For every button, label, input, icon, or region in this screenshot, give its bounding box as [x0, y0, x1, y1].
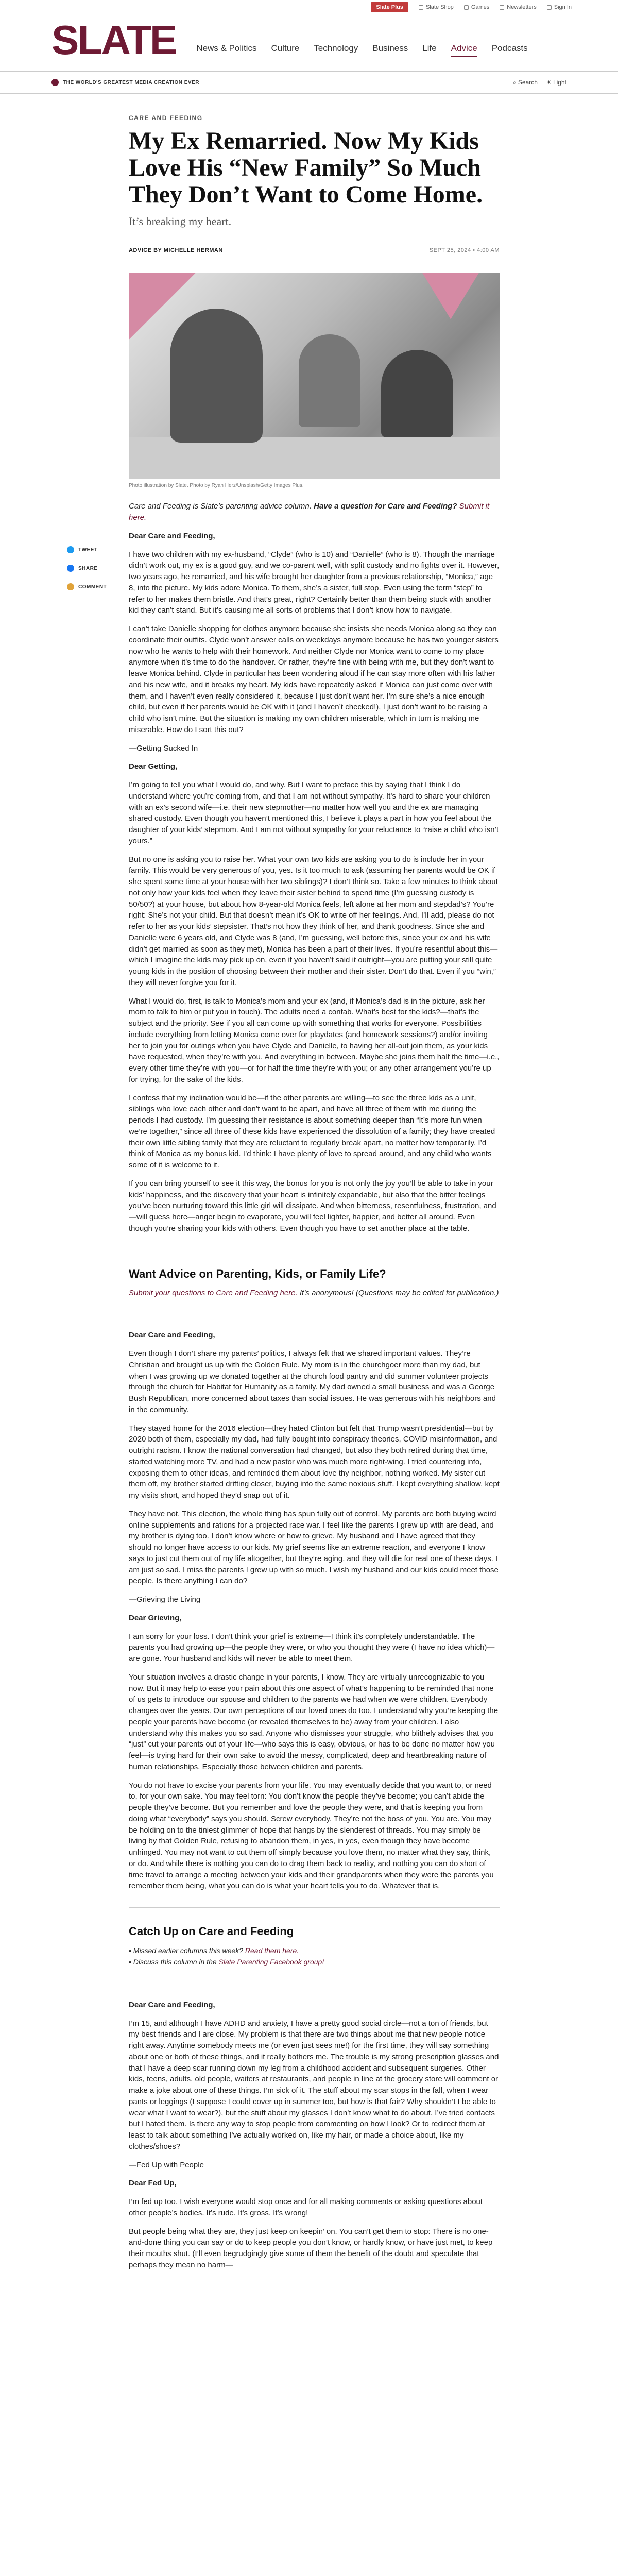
- article: [129, 114, 500, 2271]
- reply-salutation: Dear Grieving,: [129, 1613, 182, 1622]
- reply-paragraph: But people being what they are, they just keep on keepin’ on. You can’t get them to stop: There is no one-and-done thing you can say or do to keep people you don’t know, or hardly know, or have just met, to keep their mouths shut. (I’ll even begrudgingly give some of them the benefit of the doubt and speculate that perhaps they mean no harm—: [129, 2227, 493, 2269]
- main-nav: [196, 43, 527, 57]
- publish-date: SEPT 25, 2024 • 4:00 AM: [429, 247, 500, 254]
- byline-row: [129, 241, 500, 260]
- letter-salutation: Dear Care and Feeding,: [129, 2000, 215, 2009]
- comment-label: COMMENT: [78, 584, 107, 590]
- reply-salutation: Dear Getting,: [129, 762, 178, 771]
- reply-paragraph: You do not have to excise your parents from your life. You may eventually decide that you want to, or need to, for your own sake. You may feel torn: You don’t know the people they’ve become; you can’t abide the people they’ve become. But you remember and love the people they were, and that is keeping you from doing what “everybody” says you should. Screw everybody. They’re not the boss of you. You are. You may be holding on to the tiniest glimmer of hope that hangs by the slenderest of threads. You may simply be living by that Golden Rule, refusing to abandon them, in yes, in yes, even though they have become unhinged. You may not want to cut them off simply because you love them, no matter what they say, think, or do. And while there is nothing you can do to drag them back to reality, and nothing you can do short of time travel to arrange a meeting between your kids and their grandparents when they were the parents you remember them being, what you can do is what your heart tells you to do. Whatever that is.: [129, 1781, 494, 1891]
- catch-up-item: [129, 1945, 500, 1956]
- intro-text: Care and Feeding is Slate’s parenting advice column.: [129, 502, 312, 511]
- nav-culture[interactable]: Culture: [271, 43, 300, 53]
- letter-paragraph: I can’t take Danielle shopping for clothes anymore because she insists she needs Monica along so they can coordinate their outfits. Clyde won’t answer calls on weekdays anymore because he has two younger sisters now who he wants to help with their homework. And neither Clyde nor Monica want to come to my place anymore when it’s time to do the handover. Or rather, they’re fine with being with me, but they don’t want to leave Monica behind. Clyde in particular has been wondering aloud if he can stay more often with his father and his new wife, and it breaks my heart. My kids have repeatedly asked if Monica can just come over with them, and I haven’t even really considered it, because I just don’t want her. I’m sure she’s a nice enough child, but even if her parents would be OK with it (and I haven’t checked!), I just don’t want to be raising a child who isn’t mine. But the situation is making my own children miserable, which in turn is making me miserable. How do I sort this out?: [129, 624, 499, 734]
- twitter-icon: [67, 546, 74, 553]
- shop-icon: [419, 5, 423, 10]
- share-rail: [67, 546, 107, 590]
- column-kicker[interactable]: CARE AND FEEDING: [129, 114, 203, 122]
- article-body: [129, 501, 500, 2270]
- games-icon: [464, 5, 469, 10]
- slate-plus-button[interactable]: Slate Plus: [371, 2, 408, 12]
- newsletters-link[interactable]: [500, 4, 536, 10]
- letter-paragraph: I have two children with my ex-husband, “Clyde” (who is 10) and “Danielle” (who is 8). Though the marriage didn’t work out, my ex is a good guy, and we co-parent well, with split custody and no fights over it. However, two years ago, he remarried, and his wife brought her daughter from a previous relationship, “Monica,” age 8, into the picture. My kids adore Monica. To them, she’s a sister, full stop. Even using the term “step” to refer to her makes them bristle. And that’s great, right? Certainly better than them being stuck with another kid they can’t stand. But it’s causing me all sorts of problems that I don’t know how to navigate.: [129, 550, 500, 615]
- light-label: Light: [553, 78, 566, 86]
- section-divider: [129, 1907, 500, 1908]
- slate-logo[interactable]: SLATE: [52, 17, 176, 63]
- reply-paragraph: I’m fed up too. I wish everyone would stop once and for all making comments or asking questions about other people’s bodies. It’s rude. It’s gross. It’s wrong!: [129, 2197, 483, 2217]
- share-label: SHARE: [78, 565, 98, 571]
- catch-up-heading: Catch Up on Care and Feeding: [129, 1925, 294, 1938]
- hero-figure: [299, 334, 360, 427]
- shop-label: Slate Shop: [425, 4, 454, 10]
- slate-s-icon: [52, 79, 59, 86]
- tweet-button[interactable]: [67, 546, 107, 553]
- letter-salutation: Dear Care and Feeding,: [129, 1331, 215, 1340]
- reply-paragraph: What I would do, first, is talk to Monica’s mom and your ex (and, if Monica’s dad is in the picture, ask her mom to talk to him or put you in touch). The adults need a confab. What’s best for the kids?—that’s the subject and the priority. See if you all can come up with something that works for everyone. Possibilities include everything from letting Monica come over for playdates (and homework sessions?) and/or inviting her to join you for outings when you have Clyde and Danielle, to having her all-out join them, as your kids have requested, when they’re with you. And everything in between. Maybe she joins them half the time—i.e., every other time they’re with you—or for half the time they’re with you; or any other arrangement you’re up for trying, for the sake of the kids.: [129, 996, 500, 1084]
- letter-salutation: Dear Care and Feeding,: [129, 531, 215, 540]
- sub-bar: [0, 71, 618, 94]
- reply-salutation: Dear Fed Up,: [129, 2179, 177, 2188]
- search-label: Search: [518, 78, 538, 86]
- promo-text: [129, 1287, 500, 1299]
- nav-news-politics[interactable]: News & Politics: [196, 43, 257, 53]
- catch-up-item: [129, 1956, 500, 1968]
- light-mode-toggle[interactable]: ☀ Light: [545, 78, 566, 86]
- intro-bold: Have a question for Care and Feeding?: [314, 502, 457, 511]
- search-button[interactable]: ⌕ Search: [512, 78, 538, 86]
- promo-submit-link[interactable]: Submit your questions to Care and Feeding here.: [129, 1288, 298, 1297]
- hero-figure: [170, 309, 263, 443]
- article-dek: It’s breaking my heart.: [129, 215, 232, 228]
- utility-bar: [0, 0, 618, 14]
- nav-technology[interactable]: Technology: [314, 43, 358, 53]
- catch-up-text: Missed earlier columns this week?: [133, 1946, 243, 1955]
- reply-paragraph: I am sorry for your loss. I don’t think your grief is extreme—I think it’s completely understandable. The parents you had growing up—the people they were, or who you thought they were (I have no idea which)—are gone. Your husband and kids will never be able to meet them.: [129, 1632, 495, 1664]
- share-button[interactable]: [67, 565, 107, 572]
- tweet-label: TWEET: [78, 547, 98, 553]
- letter-paragraph: They have not. This election, the whole thing has spun fully out of control. My parents are both buying weird online supplements and rations for a projected race war. I feel like the parents I grew up with are dead, and my brother is dying too. I don’t know where or how to grieve. My husband and I have agreed that they should no longer have access to our kids. My grief seems like an extreme reaction, and everyone I know says to just cut them out of my life altogether, but they’re aging, and they will die for real one of these days. I am just so sad. I miss the parents I grew up with so much. I wish my husband and our kids could meet those people. Is there anything I can do?: [129, 1509, 499, 1586]
- submit-link[interactable]: Submit it here.: [129, 502, 490, 522]
- letter-paragraph: I’m 15, and although I have ADHD and anxiety, I have a pretty good social circle—not a ton of friends, but my best friends and I are close. My problem is that there are two things about me that new people notice right away. Anytime somebody meets me (or even just sees me!) for the first time, they will say something about one or both of these things, and it really bothers me. The trouble is my strong prescription glasses and that I have a deep scar running down my leg from a childhood accident and subsequent surgeries. Other kids, teens, adults, old people, waiters at restaurants, and people in line at the grocery store will comment or make a joke about one of these things. I’m sick of it. The stuff about my scar stops in the fall, when I wear pants or leggings (I suppose I could cover up in summer too, but how is that fair? Why shouldn’t I be able to wear what I want to wear?), but the stuff about my glasses I don’t know what to do about. I’ve tried contacts but I hated them. Is there any way to stop people from commenting on how I look? Or to redirect them at least to talk about something I’ve actually worked on, like my hair, or made a choice about, like my clothes/shoes?: [129, 2019, 499, 2151]
- nav-advice[interactable]: Advice: [451, 43, 477, 57]
- nav-life[interactable]: Life: [422, 43, 437, 53]
- user-icon: [547, 5, 552, 10]
- tagline-text: THE WORLD'S GREATEST MEDIA CREATION EVER: [63, 79, 199, 86]
- comment-icon: [67, 583, 74, 590]
- newsletters-icon: [500, 5, 504, 10]
- games-link[interactable]: [464, 4, 489, 10]
- letter-signoff: —Fed Up with People: [129, 2160, 204, 2170]
- nav-business[interactable]: Business: [372, 43, 408, 53]
- letter-signoff: —Grieving the Living: [129, 1595, 201, 1604]
- catch-up-text: Discuss this column in the: [133, 1958, 217, 1967]
- masthead: [0, 14, 618, 71]
- article-title: My Ex Remarried. Now My Kids Love His “New Family” So Much They Don’t Want to Come Home.: [129, 127, 483, 208]
- reply-paragraph: But no one is asking you to raise her. What your own two kids are asking you to do is include her in your family. This would be very generous of you, yes. Is it too much to ask (assuming her parents would be OK if she spent some time at your house with her two siblings)? I don’t think so. Take a few minutes to think about not only how your kids feel when they leave their sister behind to spend time (I’m guessing custody is 50/50?) at your house, but about how 8-year-old Monica feels, left alone at her mom and stepdad’s? You’re right: She’s not your child. But that doesn’t mean it’s OK to write off her feelings. And, I’ll add, please do not refer to her as your kids’ stepsister. That’s not how they think of her, and thank goodness. Since she and Danielle were 6 years old, and Clyde was 8 (and, I’m guessing, well before this, since your ex and his wife didn’t get married as soon as they met), Monica has been a part of their lives. If you’re resentful about this—which I imagine the kids may pick up on, even if you haven’t said it outright—you are putting your still quite young kids in the position of choosing between their mother and their sister. Don’t do that. Even if you “win,” they will never forgive you for it.: [129, 855, 498, 987]
- nav-podcasts[interactable]: Podcasts: [491, 43, 528, 53]
- newsletters-label: Newsletters: [507, 4, 537, 10]
- hero-image: [129, 273, 500, 479]
- promo-tail: It’s anonymous! (Questions may be edited for publication.): [299, 1288, 499, 1297]
- letter-paragraph: Even though I don’t share my parents’ politics, I always felt that we shared important values. They’re Christian and brought us up with the Golden Rule. My mom is in the churchgoer more than my dad, but when I was growing up we donated together at the church food pantry and did summer volunteer projects through the church for Habitat for Humanity as a family. My dad owned a small business and was a George Bush Republican, more concerned about taxes than social issues. He was generous with his neighbors and in the community.: [129, 1349, 496, 1414]
- byline[interactable]: ADVICE BY MICHELLE HERMAN: [129, 247, 223, 254]
- letter-signoff: —Getting Sucked In: [129, 743, 198, 753]
- tagline: [52, 79, 199, 86]
- hero-figure: [381, 350, 453, 437]
- slate-shop-link[interactable]: [419, 4, 454, 10]
- reply-paragraph: I’m going to tell you what I would do, and why. But I want to preface this by saying that I think I do understand where you’re coming from, and that I am not without sympathy. It’s hard to share your children with an ex’s second wife—i.e. their new stepmother—no matter how well you and the ex are managing shared custody. Even though you haven’t mentioned this, I believe it plays a part in how you feel about the daughter of your kids’ stepmom. And I am not without sympathy for your reluctance to “raise a child who isn’t yours.”: [129, 781, 499, 845]
- comment-button[interactable]: [67, 583, 107, 590]
- image-caption: Photo illustration by Slate. Photo by Ryan Herz/Unsplash/Getty Images Plus.: [129, 483, 304, 489]
- sign-in-link[interactable]: [547, 4, 572, 10]
- hero-floor: [129, 437, 500, 479]
- catch-up-section: [129, 1923, 500, 1968]
- hero-decor: [422, 273, 479, 319]
- reply-paragraph: Your situation involves a drastic change in your parents, I know. They are virtually unrecognizable to you now. But it may help to ease your pain about this one aspect of what’s happening to be reminded that none of us gets to introduce our spouse and children to the parents we had when we were children. Everybody changes over the years. Our own perceptions of our loved ones do too. I understand why you’re keeping the people your parents have become (or revealed themselves to be) away from your children. I also understand why this makes you so sad. Anyone who dismisses your struggle, who blithely advises that you “just” cut your parents out of your life—who says this is easy, obvious, or has to be done no matter how you feel—is trying hard for their own sake to avoid the messy, complicated, deep and heartbreaking nature of human relationships. Especially those between children and parents.: [129, 1672, 499, 1771]
- promo-heading: Want Advice on Parenting, Kids, or Family Life?: [129, 1267, 386, 1280]
- reply-paragraph: If you can bring yourself to see it this way, the bonus for you is not only the joy you’ll be able to take in your kids’ happiness, and the discovery that your heart is infinitely expandable, but also that the bitter feelings you’ve been nurturing toward this little girl will dissipate. And when bitterness, resentfulness, frustration, and—will guess here—anger begin to evaporate, you will feel lighter, happier, and better all around. Even though you’re sharing your kids with others. Even though you have to set another place at the table.: [129, 1179, 496, 1233]
- sign-in-label: Sign In: [554, 4, 572, 10]
- facebook-icon: [67, 565, 74, 572]
- column-intro: [129, 501, 500, 523]
- letter-paragraph: They stayed home for the 2016 election—they hated Clinton but felt that Trump wasn’t presidential—but by 2020 both of them, especially my dad, had fully bought into conspiracy theories, COVID misinformation, and outright racism. I know the national conversation had changed, but also they both retired during that time, started watching more TV, and had a new pastor who was much more right-wing. I tried countering info, exposing them to other ideas, and reminded them about love thy neighbor, nothing worked. My sister cut them off, my brother started drifting closer, buying into the same noxious stuff. I kept everything shallow, kept my visits short, and hoped they’d snap out of it.: [129, 1423, 500, 1500]
- facebook-group-link[interactable]: Slate Parenting Facebook group!: [218, 1958, 324, 1967]
- read-them-link[interactable]: Read them here.: [245, 1946, 299, 1955]
- reply-paragraph: I confess that my inclination would be—if the other parents are willing—to see the three kids as a unit, siblings who love each other and don’t want to be apart, and have all three of them with me during the periods I had custody. I’m guessing their resistance is about something deeper than “It’s more fun when we’re together,” since all three of these kids have experienced the dissolution of a family; they have created their own little sibling family that they are reluctant to regularly break apart, no matter how temporarily. I’d think of Monica as my bonus kid. I’d think: I have plenty of love to spread around, and any child who wants some of it is welcome to it.: [129, 1093, 495, 1170]
- games-label: Games: [471, 4, 490, 10]
